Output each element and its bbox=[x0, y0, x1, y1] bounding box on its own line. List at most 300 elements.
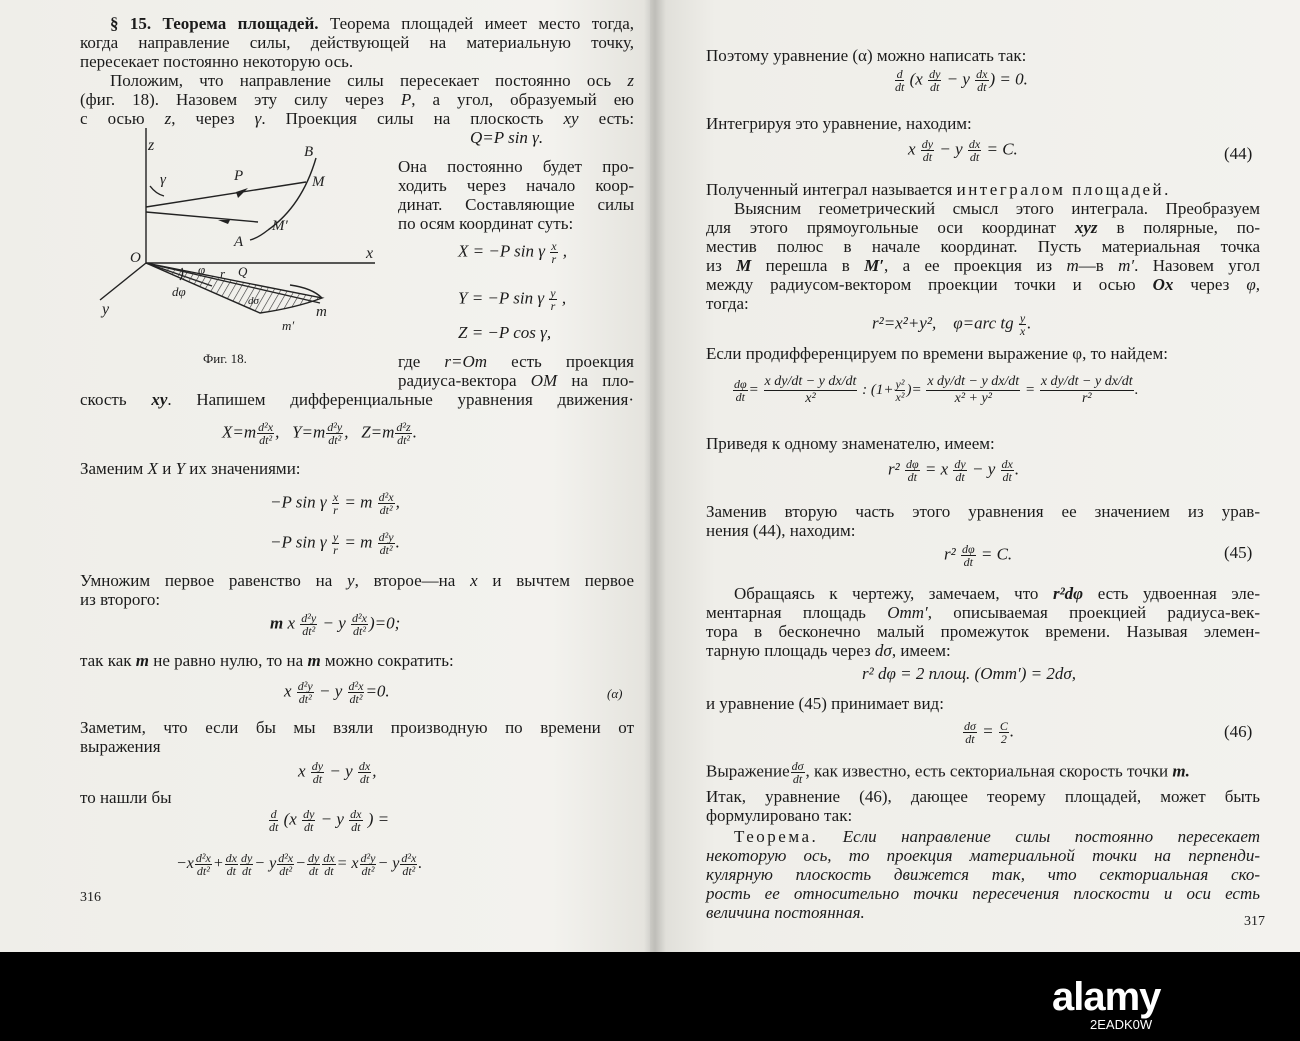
eq: r²=x²+y², bbox=[872, 313, 937, 333]
eq: (1+ bbox=[870, 381, 894, 398]
text-line: Приведя к одному знаменателю, имеем: bbox=[706, 434, 995, 453]
text-line: пересекает постоянно некоторую ось. bbox=[80, 52, 354, 71]
text: , описываемая проекцией радиуса-век- bbox=[927, 603, 1261, 622]
side-text-line: по осям координат суть: bbox=[398, 214, 574, 233]
book-gutter bbox=[644, 0, 666, 952]
fraction bbox=[322, 852, 335, 877]
fraction bbox=[1040, 374, 1134, 407]
theorem-line: кулярную плоскость движется так, что секториальная ско- bbox=[706, 865, 1260, 884]
text-line: Заменив вторую часть этого уравнения ее значением из урав- bbox=[706, 502, 1260, 521]
eq: . bbox=[1027, 313, 1032, 333]
var: y bbox=[347, 571, 355, 590]
text: (фиг. 18). Назовем эту силу через bbox=[80, 90, 384, 109]
text: где bbox=[398, 352, 421, 371]
num: dx bbox=[350, 807, 362, 821]
text: Теорема площадей имеет место тогда, bbox=[329, 14, 635, 33]
num: x bbox=[332, 490, 339, 504]
eq: −x bbox=[176, 855, 194, 873]
label-o: O bbox=[130, 250, 141, 266]
eq: = x bbox=[336, 855, 359, 873]
num: x dy/dt − y dx/dt bbox=[927, 374, 1020, 389]
var: r=Om bbox=[444, 352, 488, 371]
den: dt² bbox=[349, 692, 363, 706]
text: не равно нулю, то на bbox=[153, 651, 304, 670]
eq: = x bbox=[924, 459, 949, 479]
equation-alpha bbox=[284, 680, 390, 705]
theorem-line bbox=[734, 827, 1260, 847]
den: dt bbox=[922, 150, 933, 164]
var: x bbox=[470, 571, 478, 590]
den: dt² bbox=[379, 543, 393, 557]
theorem-line: величина постоянная. bbox=[706, 903, 865, 922]
num: dσ bbox=[791, 759, 804, 773]
num: d²x bbox=[348, 679, 364, 693]
figure-caption: Фиг. 18. bbox=[203, 351, 247, 366]
label-y: y bbox=[102, 301, 110, 318]
fraction bbox=[349, 808, 362, 833]
den: dt² bbox=[361, 864, 375, 878]
theorem-line: рость ее относительно точки пересечения плоскости и оси есть bbox=[706, 884, 1260, 903]
side-text-line: Она постоянно будет про- bbox=[398, 157, 634, 176]
text: ментарная площадь bbox=[706, 603, 866, 622]
equation-44 bbox=[908, 138, 1018, 163]
var: P bbox=[400, 90, 412, 109]
fraction bbox=[348, 680, 365, 705]
eq: . bbox=[1014, 459, 1020, 479]
fraction bbox=[332, 531, 339, 556]
eq: = m bbox=[344, 532, 373, 552]
eq: x bbox=[284, 681, 292, 701]
fraction bbox=[999, 720, 1009, 745]
text-line: то нашли бы bbox=[80, 788, 172, 807]
eq: x bbox=[908, 139, 916, 159]
eq: m bbox=[270, 613, 284, 633]
eq: r² bbox=[888, 459, 900, 479]
fraction bbox=[297, 680, 314, 705]
fraction bbox=[332, 491, 339, 516]
num: d²y bbox=[327, 420, 343, 434]
eq: − y bbox=[939, 139, 963, 159]
num: dx bbox=[323, 851, 335, 865]
text-line bbox=[706, 641, 951, 661]
eq: − y bbox=[320, 809, 344, 829]
den: r bbox=[551, 252, 557, 266]
den: dt bbox=[269, 820, 279, 834]
var: z bbox=[627, 71, 634, 90]
text-line: Итак, уравнение (46), дающее теорему площадей, может быть bbox=[706, 787, 1260, 806]
text: есть проекция bbox=[511, 352, 634, 371]
side-text-line bbox=[398, 371, 634, 391]
eq: = C. bbox=[986, 139, 1018, 159]
fraction bbox=[549, 287, 556, 312]
num: y bbox=[1019, 311, 1026, 325]
eq: − y bbox=[377, 855, 400, 873]
den: r bbox=[550, 299, 556, 313]
equation-z: Z = −P cos γ, bbox=[458, 323, 552, 342]
text-line bbox=[80, 571, 634, 591]
equation-m bbox=[270, 612, 400, 637]
text: для этого прямоугольные оси координат bbox=[706, 218, 1056, 237]
eq: − y bbox=[322, 613, 346, 633]
text-line: Выясним геометрический смысл этого интеграла. Преобразуем bbox=[734, 199, 1260, 218]
fraction bbox=[1001, 458, 1014, 483]
equation-long bbox=[176, 852, 422, 877]
text: так как bbox=[80, 651, 132, 670]
den: dt bbox=[907, 470, 917, 484]
tail: . bbox=[418, 855, 423, 873]
fraction bbox=[975, 68, 988, 93]
eq: − y bbox=[254, 855, 277, 873]
label-gamma: γ bbox=[160, 172, 166, 188]
theorem-line: некоторую ось, то проекция материальной точки на перпенди- bbox=[706, 846, 1260, 865]
text-line: из второго: bbox=[80, 590, 161, 609]
text: есть: bbox=[598, 109, 635, 128]
fraction bbox=[550, 240, 557, 265]
num: dφ bbox=[961, 542, 975, 556]
equation-sub-1 bbox=[270, 491, 400, 516]
num: dy bbox=[929, 67, 941, 81]
fraction bbox=[307, 852, 320, 877]
eq: ) = bbox=[367, 809, 390, 829]
den: dt bbox=[955, 470, 965, 484]
var: z bbox=[164, 109, 172, 128]
eq: = m bbox=[344, 492, 373, 512]
text: Заменим bbox=[80, 459, 144, 478]
fraction bbox=[400, 852, 417, 877]
num: dy bbox=[303, 807, 315, 821]
eq: − y bbox=[946, 69, 970, 89]
num: dx bbox=[968, 137, 981, 151]
text: Полученный интеграл называется bbox=[706, 180, 953, 199]
num: d bbox=[896, 67, 903, 81]
eq: x bbox=[287, 613, 296, 633]
text: Обращаясь к чертежу, замечаем, что bbox=[734, 584, 1039, 603]
text: , а ее проекция из bbox=[884, 256, 1053, 275]
den: dt bbox=[304, 820, 314, 834]
text-line: формулировано так: bbox=[706, 806, 853, 825]
num: d²x bbox=[258, 420, 274, 434]
text-line bbox=[80, 90, 634, 110]
num: dx bbox=[976, 67, 988, 81]
eq: (x bbox=[909, 69, 923, 89]
side-text-line: ходить через начало коор- bbox=[398, 176, 634, 195]
eq: φ=arc tg bbox=[953, 313, 1014, 333]
num: x bbox=[551, 239, 557, 253]
var: m′ bbox=[1118, 256, 1135, 275]
label-dsigma: dσ bbox=[248, 295, 259, 307]
den: dt bbox=[977, 80, 987, 94]
den: dt² bbox=[196, 864, 210, 878]
equation-area: r² dφ = 2 площ. (Omm′) = 2dσ, bbox=[862, 664, 1077, 683]
num: y² bbox=[895, 377, 905, 391]
var: M bbox=[736, 256, 752, 275]
text-line bbox=[706, 256, 1260, 276]
num: y bbox=[332, 530, 339, 544]
eq: −P sin γ bbox=[270, 492, 327, 512]
tail: . bbox=[395, 532, 400, 552]
text: через bbox=[1190, 275, 1230, 294]
den: dt bbox=[792, 772, 803, 786]
text-line bbox=[80, 459, 301, 479]
eq: )=0; bbox=[368, 613, 401, 633]
den: dt² bbox=[298, 692, 312, 706]
var: φ, bbox=[1246, 275, 1261, 294]
den: dt bbox=[930, 80, 940, 94]
num: d²y bbox=[378, 530, 394, 544]
den: dt² bbox=[279, 864, 293, 878]
equation-dphi bbox=[732, 374, 1138, 407]
den: dt bbox=[351, 820, 361, 834]
page-number-right: 317 bbox=[1244, 914, 1265, 929]
text-line bbox=[80, 651, 454, 671]
num: x dy/dt − y dx/dt bbox=[1040, 374, 1133, 389]
eq: r² bbox=[944, 544, 956, 564]
equation-1 bbox=[894, 68, 1028, 93]
num: d bbox=[270, 807, 277, 821]
equation-label: (α) bbox=[607, 686, 623, 701]
var: γ bbox=[254, 109, 262, 128]
var: m bbox=[307, 651, 321, 670]
spaced-term: интегралом площадей. bbox=[956, 180, 1171, 199]
var: Ox bbox=[1152, 275, 1174, 294]
eq: − y bbox=[329, 761, 353, 781]
label-a: A bbox=[234, 234, 244, 250]
fraction bbox=[926, 374, 1020, 407]
eq: x bbox=[298, 761, 306, 781]
eq: = bbox=[748, 381, 759, 398]
eq-lhs: Y = −P sin γ bbox=[458, 288, 545, 308]
fraction bbox=[195, 852, 212, 877]
text-line bbox=[706, 180, 1171, 200]
num: x dy/dt − y dx/dt bbox=[764, 374, 857, 389]
fraction bbox=[395, 421, 411, 446]
side-text-line bbox=[398, 352, 634, 372]
label-z: z bbox=[148, 137, 155, 154]
equation-46 bbox=[962, 720, 1014, 745]
fraction bbox=[961, 543, 976, 568]
label-r: r bbox=[220, 266, 226, 281]
fraction bbox=[953, 458, 966, 483]
text: , через bbox=[171, 109, 235, 128]
label-phi: φ bbox=[198, 262, 206, 277]
fraction bbox=[963, 720, 977, 745]
var: m bbox=[1066, 256, 1079, 275]
num: d²y bbox=[301, 611, 317, 625]
text: , как известно, есть секториальная скорость точки bbox=[805, 761, 1169, 781]
text: на пло- bbox=[571, 371, 635, 390]
text-line bbox=[110, 71, 634, 91]
text: Выражение bbox=[706, 761, 790, 781]
equation-motion: X=m $\frac{\text{d²x}}{\text{dt²}}$ , Y=m $\frac{\text{d²y}}{\text{dt²}}$ , Z=m $\frac{\text{d²z}}{\text{dt²}}$ . bbox=[222, 420, 417, 447]
fraction bbox=[791, 760, 805, 785]
text-line: местив полюс в начале координат. Пусть материальная точка bbox=[706, 237, 1260, 256]
text: , имеем: bbox=[891, 641, 951, 660]
label-m-prime: M′ bbox=[272, 218, 288, 234]
text: между радиусом-вектором проекции точки и осью bbox=[706, 275, 1136, 294]
den: r² bbox=[1081, 391, 1092, 406]
num: d²y bbox=[297, 679, 313, 693]
den: r bbox=[333, 503, 338, 517]
label-m: M bbox=[312, 174, 325, 190]
text: можно сократить: bbox=[324, 651, 454, 670]
den: dt² bbox=[379, 503, 393, 517]
tail: . bbox=[1134, 381, 1139, 398]
den: dt bbox=[1002, 470, 1012, 484]
eq: . bbox=[1009, 721, 1015, 741]
den: dt bbox=[226, 864, 236, 878]
fraction bbox=[269, 808, 278, 833]
var: M′ bbox=[864, 256, 885, 275]
text-line: тогда: bbox=[706, 294, 749, 313]
equation-label-45: (45) bbox=[1224, 543, 1253, 562]
text-line: тора в бесконечно малый промежуток времени. Называя элемен- bbox=[706, 622, 1260, 641]
tail: , bbox=[395, 492, 400, 512]
var: Omm′ bbox=[887, 603, 928, 622]
num: dx bbox=[225, 851, 237, 865]
text: перешла в bbox=[765, 256, 850, 275]
num: d²x bbox=[352, 611, 367, 625]
equation-common bbox=[888, 458, 1019, 483]
num: d²z bbox=[396, 420, 411, 434]
eq: ) bbox=[906, 381, 912, 398]
den: dt bbox=[895, 80, 905, 94]
num: d²x bbox=[195, 851, 211, 865]
den: x bbox=[1019, 324, 1026, 338]
text-line bbox=[80, 390, 634, 410]
den: dt bbox=[965, 732, 975, 746]
text-line bbox=[706, 603, 1260, 623]
watermark-id: 2EADK0W bbox=[1090, 1017, 1153, 1032]
text: Умножим первое равенство на bbox=[80, 571, 333, 590]
section-heading-line bbox=[110, 14, 634, 34]
figure-18 bbox=[90, 128, 390, 358]
label-dphi: dφ bbox=[172, 284, 186, 299]
den: dt² bbox=[328, 433, 342, 447]
equation-label-46: (46) bbox=[1224, 722, 1253, 741]
var: dσ bbox=[874, 641, 892, 660]
eq: = bbox=[982, 721, 994, 741]
fraction bbox=[240, 852, 253, 877]
num: d²y bbox=[360, 851, 376, 865]
den: dt bbox=[324, 864, 334, 878]
den: dt² bbox=[259, 433, 273, 447]
fraction bbox=[1019, 312, 1026, 337]
eq: X=m bbox=[222, 422, 257, 442]
den: dt bbox=[969, 150, 980, 164]
text: тарную площадь через bbox=[706, 641, 871, 660]
text: , а угол, образуемый ею bbox=[411, 90, 634, 109]
eq: − bbox=[295, 855, 306, 873]
num: y bbox=[550, 286, 556, 300]
eq: =0. bbox=[365, 681, 390, 701]
text: радиуса-вектора bbox=[398, 371, 517, 390]
text-line: нения (44), находим: bbox=[706, 521, 856, 540]
equation-label-44: (44) bbox=[1224, 144, 1253, 163]
eq: − y bbox=[971, 459, 996, 479]
fraction bbox=[360, 852, 377, 877]
num: C bbox=[999, 719, 1008, 733]
theorem-text: Если направление силы постоянно пересекает bbox=[842, 827, 1261, 846]
eq: Z=m bbox=[361, 422, 395, 442]
text-line bbox=[706, 275, 1260, 295]
eq-lhs: X = −P sin γ bbox=[458, 241, 545, 261]
eq: = bbox=[1024, 381, 1036, 398]
fraction bbox=[302, 808, 315, 833]
equation-derivative bbox=[268, 808, 389, 833]
den: dt² bbox=[402, 864, 416, 878]
fraction bbox=[311, 760, 324, 785]
den: r bbox=[333, 543, 338, 557]
den: dt bbox=[735, 390, 745, 404]
section-title: Теорема площадей. bbox=[162, 14, 319, 33]
text: из bbox=[706, 256, 722, 275]
eq: ) = 0. bbox=[989, 69, 1028, 89]
num: dσ bbox=[964, 719, 976, 733]
text: и bbox=[162, 459, 172, 478]
fraction bbox=[378, 531, 395, 556]
text: и вычтем первое bbox=[492, 571, 635, 590]
equation-polar bbox=[872, 312, 1031, 337]
equation-45 bbox=[944, 543, 1012, 568]
watermark-brand: alamy bbox=[1052, 975, 1161, 1019]
num: dx bbox=[358, 759, 371, 773]
right-page bbox=[650, 0, 1300, 952]
eq: : bbox=[862, 381, 868, 398]
eq: (x bbox=[283, 809, 297, 829]
fraction bbox=[921, 138, 934, 163]
text: . Проекция силы на плоскость bbox=[261, 109, 544, 128]
den: dt bbox=[359, 772, 370, 786]
label-small-m-prime: m′ bbox=[282, 318, 295, 333]
label-x: x bbox=[366, 245, 374, 262]
text: —в bbox=[1078, 256, 1104, 275]
den: x² bbox=[805, 391, 816, 406]
var: X bbox=[147, 459, 158, 478]
equation-x bbox=[458, 240, 567, 265]
fraction bbox=[257, 421, 274, 446]
var: xy bbox=[151, 390, 168, 409]
text-line: Если продифференцируем по времени выражение φ, то найдем: bbox=[706, 344, 1168, 363]
den: 2 bbox=[1000, 732, 1007, 746]
text-line bbox=[706, 218, 1260, 238]
equation-y bbox=[458, 287, 566, 312]
fraction bbox=[326, 421, 343, 446]
fraction bbox=[358, 760, 371, 785]
fraction bbox=[968, 138, 981, 163]
text: . Напишем дифференциальные уравнения движения· bbox=[167, 390, 635, 409]
equation-q: Q=P sin γ. bbox=[470, 128, 544, 147]
equation-sub-2 bbox=[270, 531, 400, 556]
eq: − y bbox=[318, 681, 343, 701]
label-q: Q bbox=[238, 264, 248, 279]
eq: + bbox=[212, 855, 224, 873]
eq: −P sin γ bbox=[270, 532, 327, 552]
den: x² bbox=[895, 390, 905, 404]
den: dt² bbox=[397, 433, 411, 447]
tail: , bbox=[562, 241, 568, 261]
num: dy bbox=[921, 137, 934, 151]
text: в полярные, по- bbox=[1116, 218, 1261, 237]
fraction bbox=[928, 68, 941, 93]
eq: = bbox=[911, 381, 922, 398]
equation-expression bbox=[298, 760, 376, 785]
text-line: Заметим, что если бы мы взяли производную по времени от bbox=[80, 718, 634, 737]
num: dy bbox=[311, 759, 324, 773]
den: dt² bbox=[302, 624, 316, 638]
side-text-line: динат. Составляющие силы bbox=[398, 195, 634, 214]
eq: Y=m bbox=[292, 422, 326, 442]
text-line: выражения bbox=[80, 737, 161, 756]
